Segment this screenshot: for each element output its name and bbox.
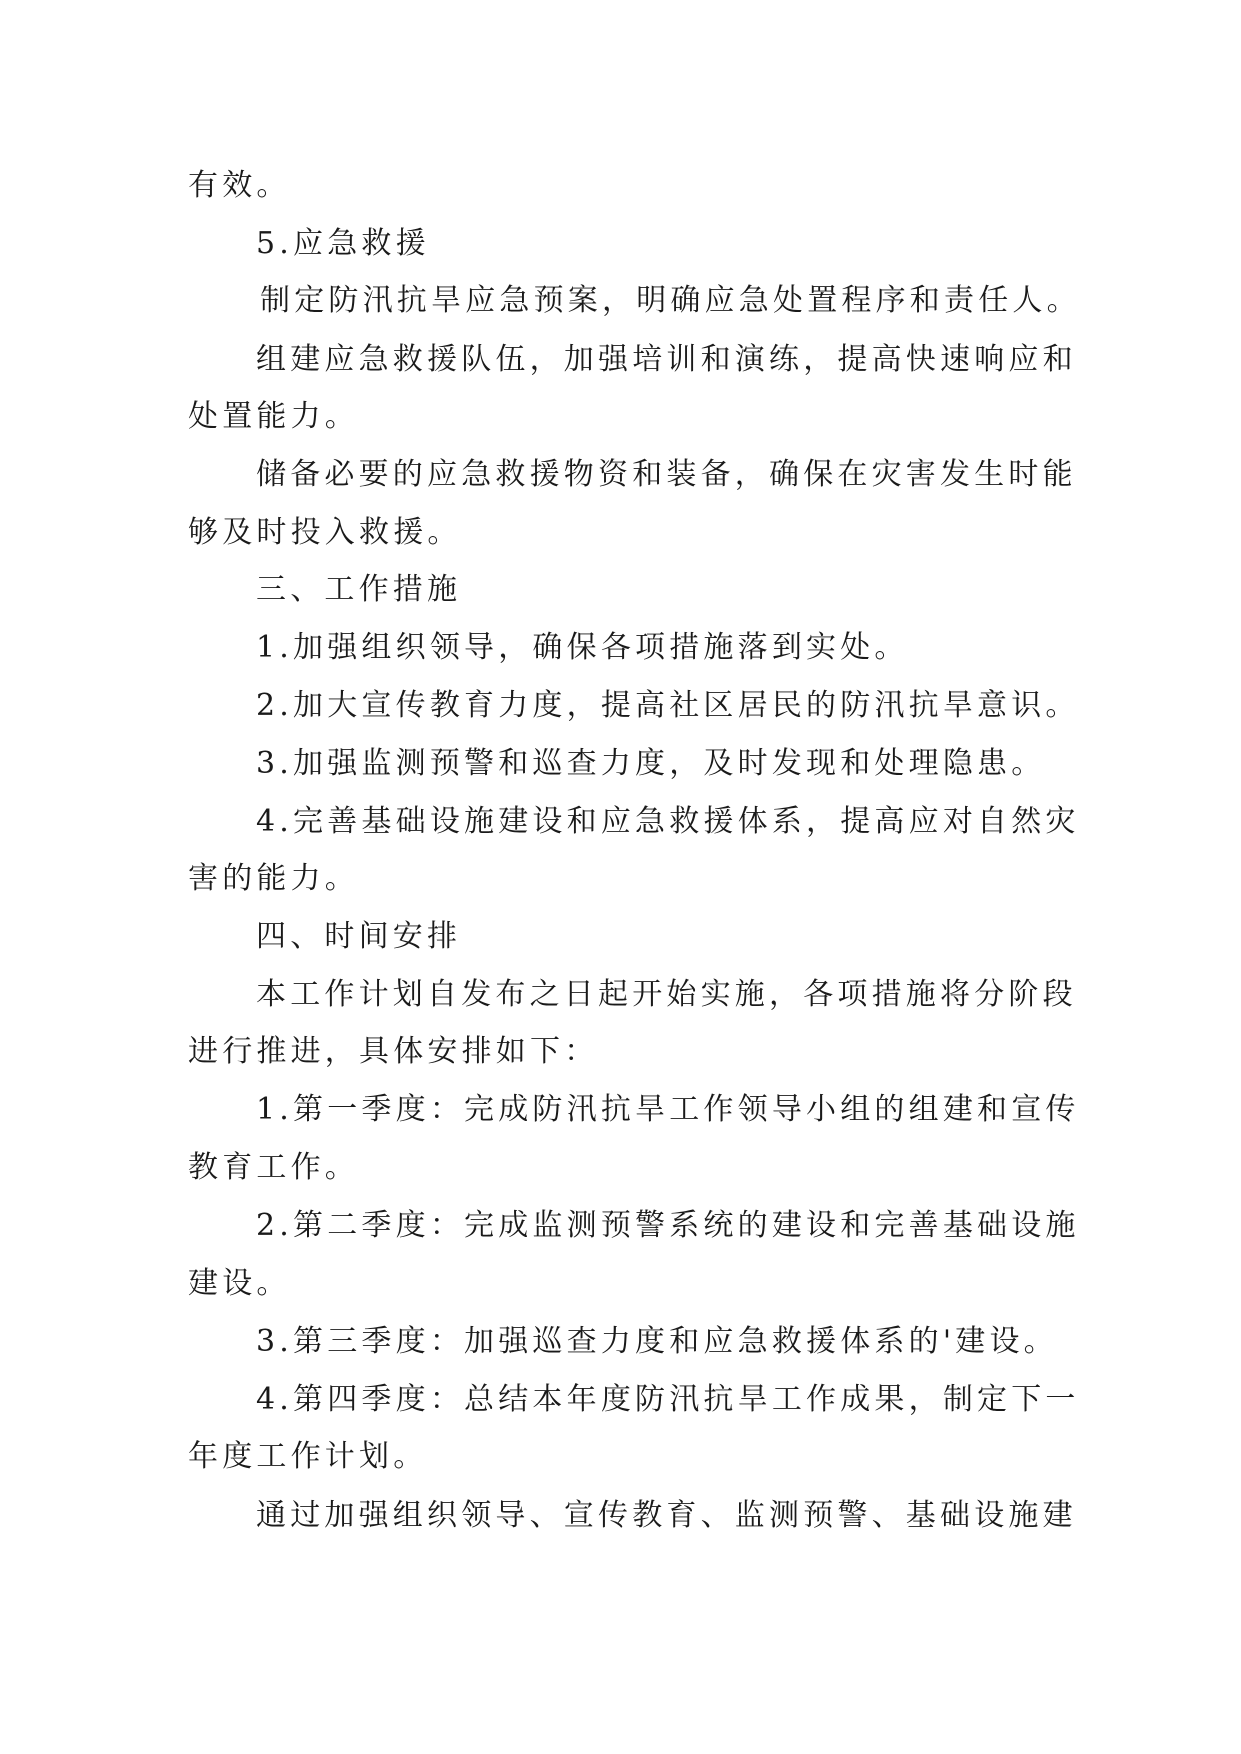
text-line: 3.加强监测预警和巡查力度，及时发现和处理隐患。 — [256, 746, 1046, 781]
text-line: 1.第一季度：完成防汛抗旱工作领导小组的组建和宣传 — [256, 1092, 1080, 1127]
text-line: 有效。 — [188, 168, 291, 203]
text-line: 年度工作计划。 — [188, 1439, 428, 1474]
text-line: 组建应急救援队伍，加强培训和演练，提高快速响应和 — [256, 342, 1077, 377]
text-line: 制定防汛抗旱应急预案，明确应急处置程序和责任人。 — [260, 283, 1081, 318]
text-line: 本工作计划自发布之日起开始实施，各项措施将分阶段 — [256, 977, 1077, 1012]
text-line: 4.完善基础设施建设和应急救援体系，提高应对自然灾 — [256, 804, 1080, 839]
text-line: 1.加强组织领导，确保各项措施落到实处。 — [256, 630, 909, 665]
text-line: 3.第三季度：加强巡查力度和应急救援体系的'建设。 — [256, 1324, 1058, 1359]
text-line: 害的能力。 — [188, 861, 359, 896]
text-line: 够及时投入救援。 — [188, 515, 462, 550]
text-line: 建设。 — [188, 1266, 291, 1301]
section-heading: 5.应急救援 — [256, 226, 430, 261]
text-line: 教育工作。 — [188, 1150, 359, 1185]
text-line: 进行推进，具体安排如下： — [188, 1034, 599, 1069]
text-line: 4.第四季度：总结本年度防汛抗旱工作成果，制定下一 — [256, 1382, 1080, 1417]
text-line: 2.第二季度：完成监测预警系统的建设和完善基础设施 — [256, 1208, 1080, 1243]
section-heading: 三、工作措施 — [256, 572, 462, 607]
text-line: 储备必要的应急救援物资和装备，确保在灾害发生时能 — [256, 457, 1077, 492]
section-heading: 四、时间安排 — [256, 919, 462, 954]
text-line: 2.加大宣传教育力度，提高社区居民的防汛抗旱意识。 — [256, 688, 1080, 723]
text-line: 处置能力。 — [188, 399, 359, 434]
text-line: 通过加强组织领导、宣传教育、监测预警、基础设施建 — [256, 1498, 1077, 1533]
